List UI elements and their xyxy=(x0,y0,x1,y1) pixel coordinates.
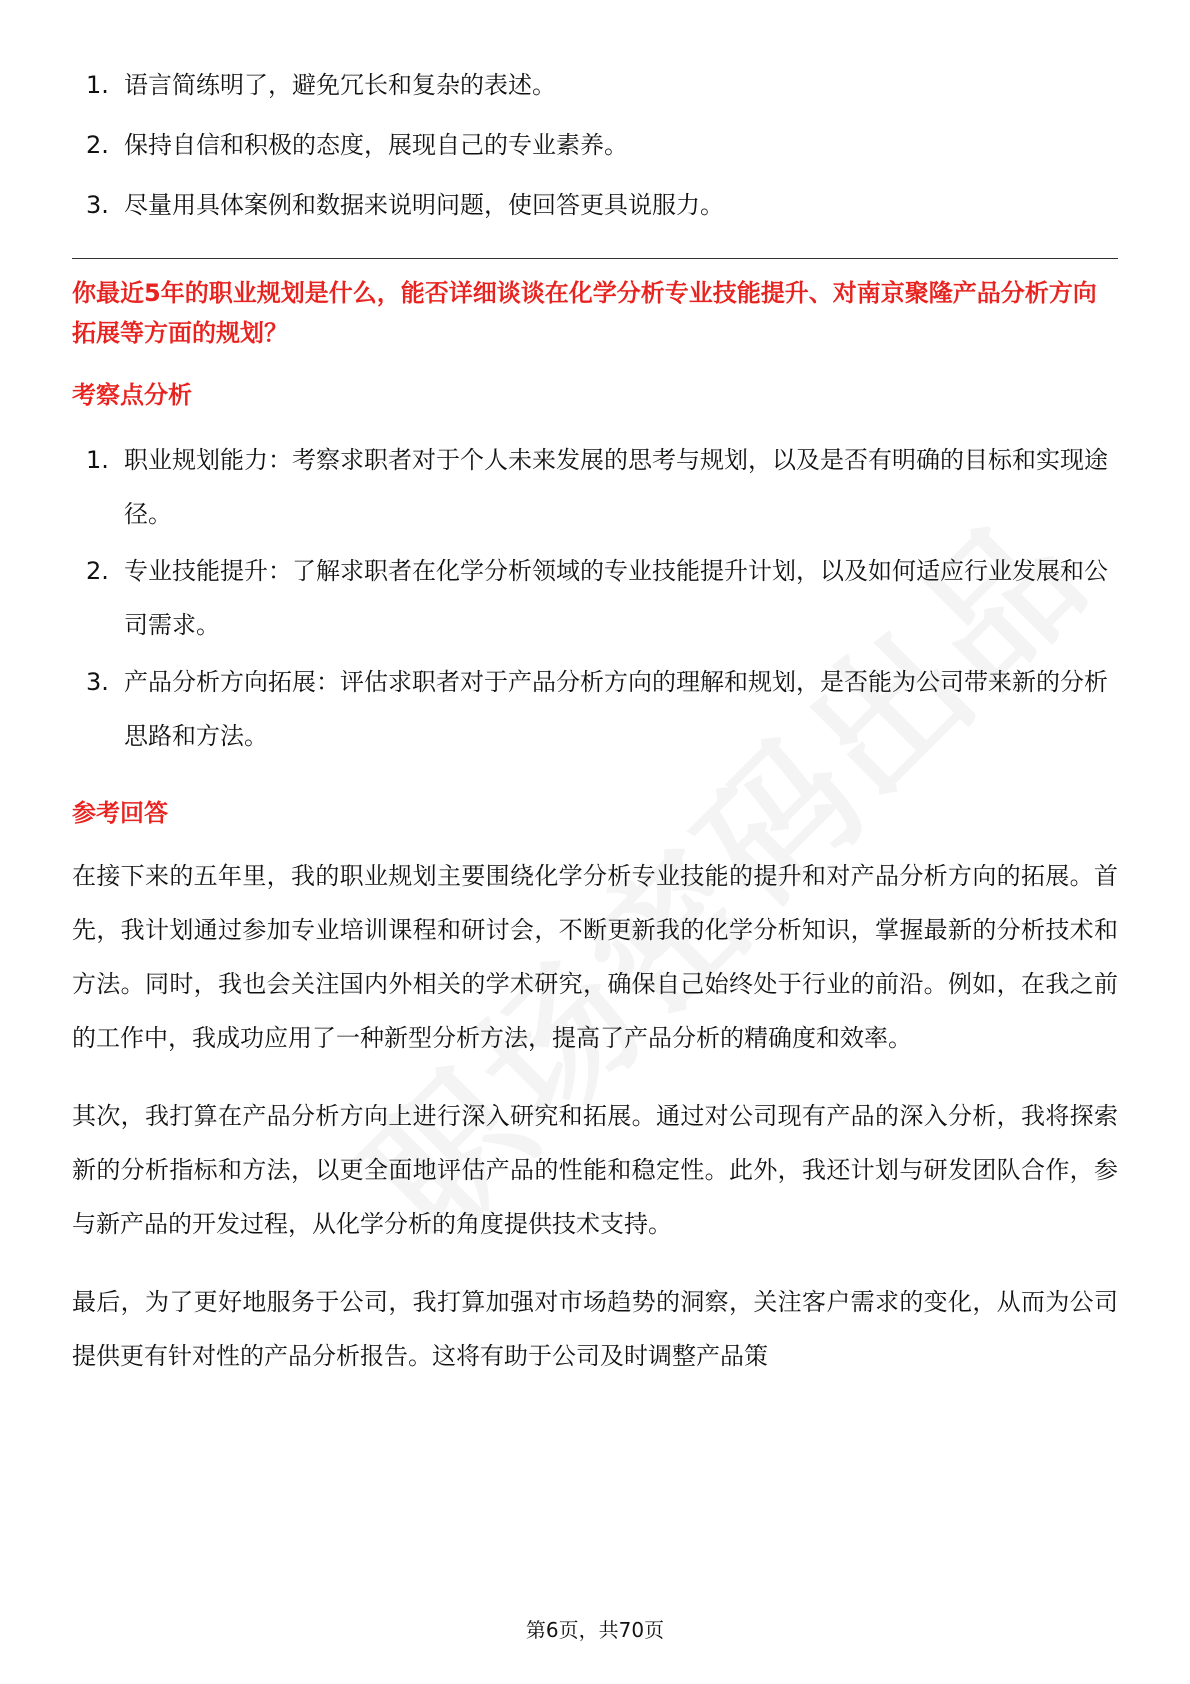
list-item xyxy=(72,655,1118,763)
list-text: 职业规划能力：考察求职者对于个人未来发展的思考与规划，以及是否有明确的目标和实现途径。 xyxy=(124,446,1108,528)
answer-paragraph: 最后，为了更好地服务于公司，我打算加强对市场趋势的洞察，关注客户需求的变化，从而为公司提供更有针对性的产品分析报告。这将有助于公司及时调整产品策 xyxy=(72,1288,1118,1370)
list-item xyxy=(72,58,1118,112)
list-text: 产品分析方向拓展：评估求职者对于产品分析方向的理解和规划，是否能为公司带来新的分析思路和方法。 xyxy=(124,668,1108,750)
page-number: 第6页，共70页 xyxy=(525,1618,665,1642)
analysis-heading: 考察点分析 xyxy=(72,381,192,409)
answer-heading: 参考回答 xyxy=(72,799,168,827)
answer-paragraph: 在接下来的五年里，我的职业规划主要围绕化学分析专业技能的提升和对产品分析方向的拓展。首先，我计划通过参加专业培训课程和研讨会，不断更新我的化学分析知识，掌握最新的分析技术和方法。同时，我也会关注国内外相关的学术研究，确保自己始终处于行业的前沿。例如，在我之前的工作中，我成功应用了一种新型分析方法，提高了产品分析的精确度和效率。 xyxy=(72,862,1118,1052)
list-text: 尽量用具体案例和数据来说明问题，使回答更具说服力。 xyxy=(124,191,724,219)
list-number: 1. xyxy=(86,71,109,99)
list-item xyxy=(72,118,1118,172)
list-number: 3. xyxy=(86,191,109,219)
list-number: 2. xyxy=(86,557,109,585)
tips-list xyxy=(72,58,1118,232)
list-text: 专业技能提升：了解求职者在化学分析领域的专业技能提升计划，以及如何适应行业发展和公司需求。 xyxy=(124,557,1108,639)
list-item xyxy=(72,433,1118,541)
interview-question: 你最近5年的职业规划是什么，能否详细谈谈在化学分析专业技能提升、对南京聚隆产品分析方向拓展等方面的规划？ xyxy=(72,279,1097,347)
list-text: 保持自信和积极的态度，展现自己的专业素养。 xyxy=(124,131,628,159)
analysis-points-list xyxy=(72,433,1118,763)
section-divider xyxy=(72,258,1118,259)
page-content xyxy=(72,58,1118,1383)
answer-paragraph: 其次，我打算在产品分析方向上进行深入研究和拓展。通过对公司现有产品的深入分析，我将探索新的分析指标和方法，以更全面地评估产品的性能和稳定性。此外，我还计划与研发团队合作，参与新产品的开发过程，从化学分析的角度提供技术支持。 xyxy=(72,1102,1118,1238)
list-number: 2. xyxy=(86,131,109,159)
list-item xyxy=(72,544,1118,652)
list-number: 3. xyxy=(86,668,109,696)
list-text: 语言简练明了，避免冗长和复杂的表述。 xyxy=(124,71,556,99)
list-item xyxy=(72,178,1118,232)
list-number: 1. xyxy=(86,446,109,474)
